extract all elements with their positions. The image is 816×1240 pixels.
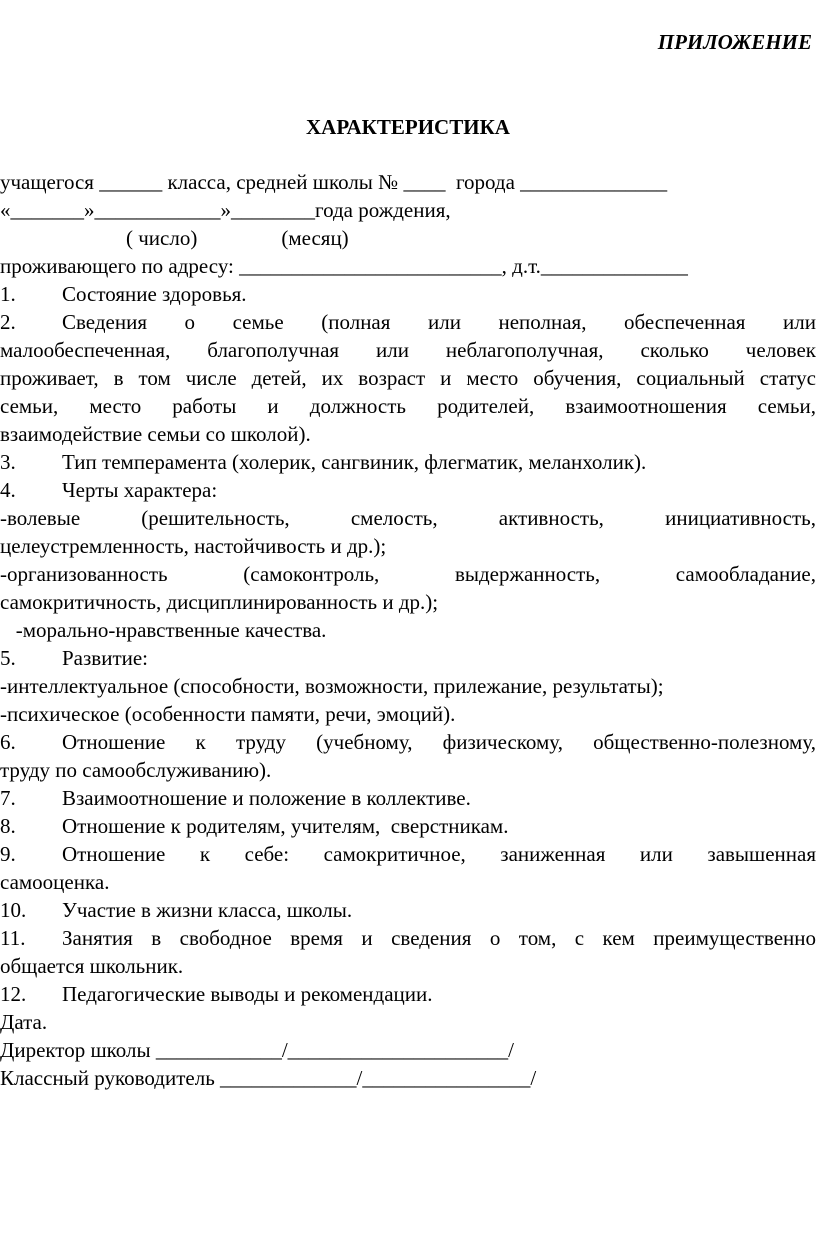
birth-hints: ( число) (месяц)	[0, 226, 349, 250]
appendix-label: ПРИЛОЖЕНИЕ	[657, 30, 812, 54]
item-subtext: -волевые (решительность, смелость, активность, инициативность,	[0, 506, 816, 530]
item-text: Состояние здоровья.	[62, 282, 247, 306]
list-item	[0, 644, 816, 672]
list-item	[0, 476, 816, 504]
list-item	[0, 980, 816, 1008]
item-text: Черты характера:	[62, 478, 218, 502]
item-number: 11.	[0, 926, 26, 950]
birth-line: «_______»____________»________года рождения,	[0, 198, 451, 222]
item-text: проживает, в том числе детей, их возраст и место обучения, социальный статус	[0, 366, 816, 390]
item-text: Отношение к себе: самокритичное, заниженная или завышенная	[62, 842, 816, 866]
list-item	[0, 728, 816, 756]
item-text: труду по самообслуживанию).	[0, 758, 272, 782]
item-text: Тип темперамента (холерик, сангвиник, флегматик, меланхолик).	[62, 450, 647, 474]
list-item	[0, 784, 816, 812]
item-number: 10.	[0, 898, 27, 922]
item-number: 7.	[0, 786, 16, 810]
list-item	[0, 896, 816, 924]
teacher-signature-line: Классный руководитель _____________/________________/	[0, 1066, 537, 1090]
item-text: Занятия в свободное время и сведения о том, с кем преимущественно	[62, 926, 816, 950]
item-number: 8.	[0, 814, 16, 838]
item-text: самооценка.	[0, 870, 110, 894]
item-number: 6.	[0, 730, 16, 754]
student-line: учащегося ______ класса, средней школы № ____ города ______________	[0, 170, 668, 194]
item-subtext: -морально-нравственные качества.	[0, 618, 327, 642]
item-text: семьи, место работы и должность родителей, взаимоотношения семьи,	[0, 394, 816, 418]
item-text: Педагогические выводы и рекомендации.	[62, 982, 433, 1006]
item-number: 2.	[0, 310, 16, 334]
item-text: Отношение к родителям, учителям, сверстникам.	[62, 814, 509, 838]
item-text: Отношение к труду (учебному, физическому, общественно-полезному,	[62, 730, 816, 754]
item-subtext: -интеллектуальное (способности, возможности, прилежание, результаты);	[0, 674, 664, 698]
item-text: малообеспеченная, благополучная или неблагополучная, сколько человек	[0, 338, 816, 362]
item-text: общается школьник.	[0, 954, 184, 978]
date-line: Дата.	[0, 1010, 48, 1034]
item-number: 1.	[0, 282, 16, 306]
document-title: ХАРАКТЕРИСТИКА	[306, 115, 510, 139]
director-signature-line: Директор школы ____________/_____________________/	[0, 1038, 514, 1062]
list-item	[0, 840, 816, 868]
item-number: 9.	[0, 842, 16, 866]
item-text: Участие в жизни класса, школы.	[62, 898, 353, 922]
item-subtext: целеустремленность, настойчивость и др.);	[0, 534, 387, 558]
address-line: проживающего по адресу: _________________________, д.т.______________	[0, 254, 688, 278]
list-item	[0, 924, 816, 952]
item-subtext: -организованность (самоконтроль, выдержанность, самообладание,	[0, 562, 816, 586]
list-item	[0, 448, 816, 476]
item-number: 3.	[0, 450, 16, 474]
list-item	[0, 812, 816, 840]
item-number: 5.	[0, 646, 16, 670]
document-body	[0, 168, 816, 1092]
item-number: 4.	[0, 478, 16, 502]
list-item	[0, 308, 816, 336]
item-subtext: самокритичность, дисциплинированность и др.);	[0, 590, 439, 614]
item-text: Взаимоотношение и положение в коллективе.	[62, 786, 471, 810]
item-text: Сведения о семье (полная или неполная, обеспеченная или	[62, 310, 816, 334]
item-text: Развитие:	[62, 646, 149, 670]
item-subtext: -психическое (особенности памяти, речи, эмоций).	[0, 702, 456, 726]
list-item	[0, 280, 816, 308]
item-number: 12.	[0, 982, 27, 1006]
item-text: взаимодействие семьи со школой).	[0, 422, 311, 446]
